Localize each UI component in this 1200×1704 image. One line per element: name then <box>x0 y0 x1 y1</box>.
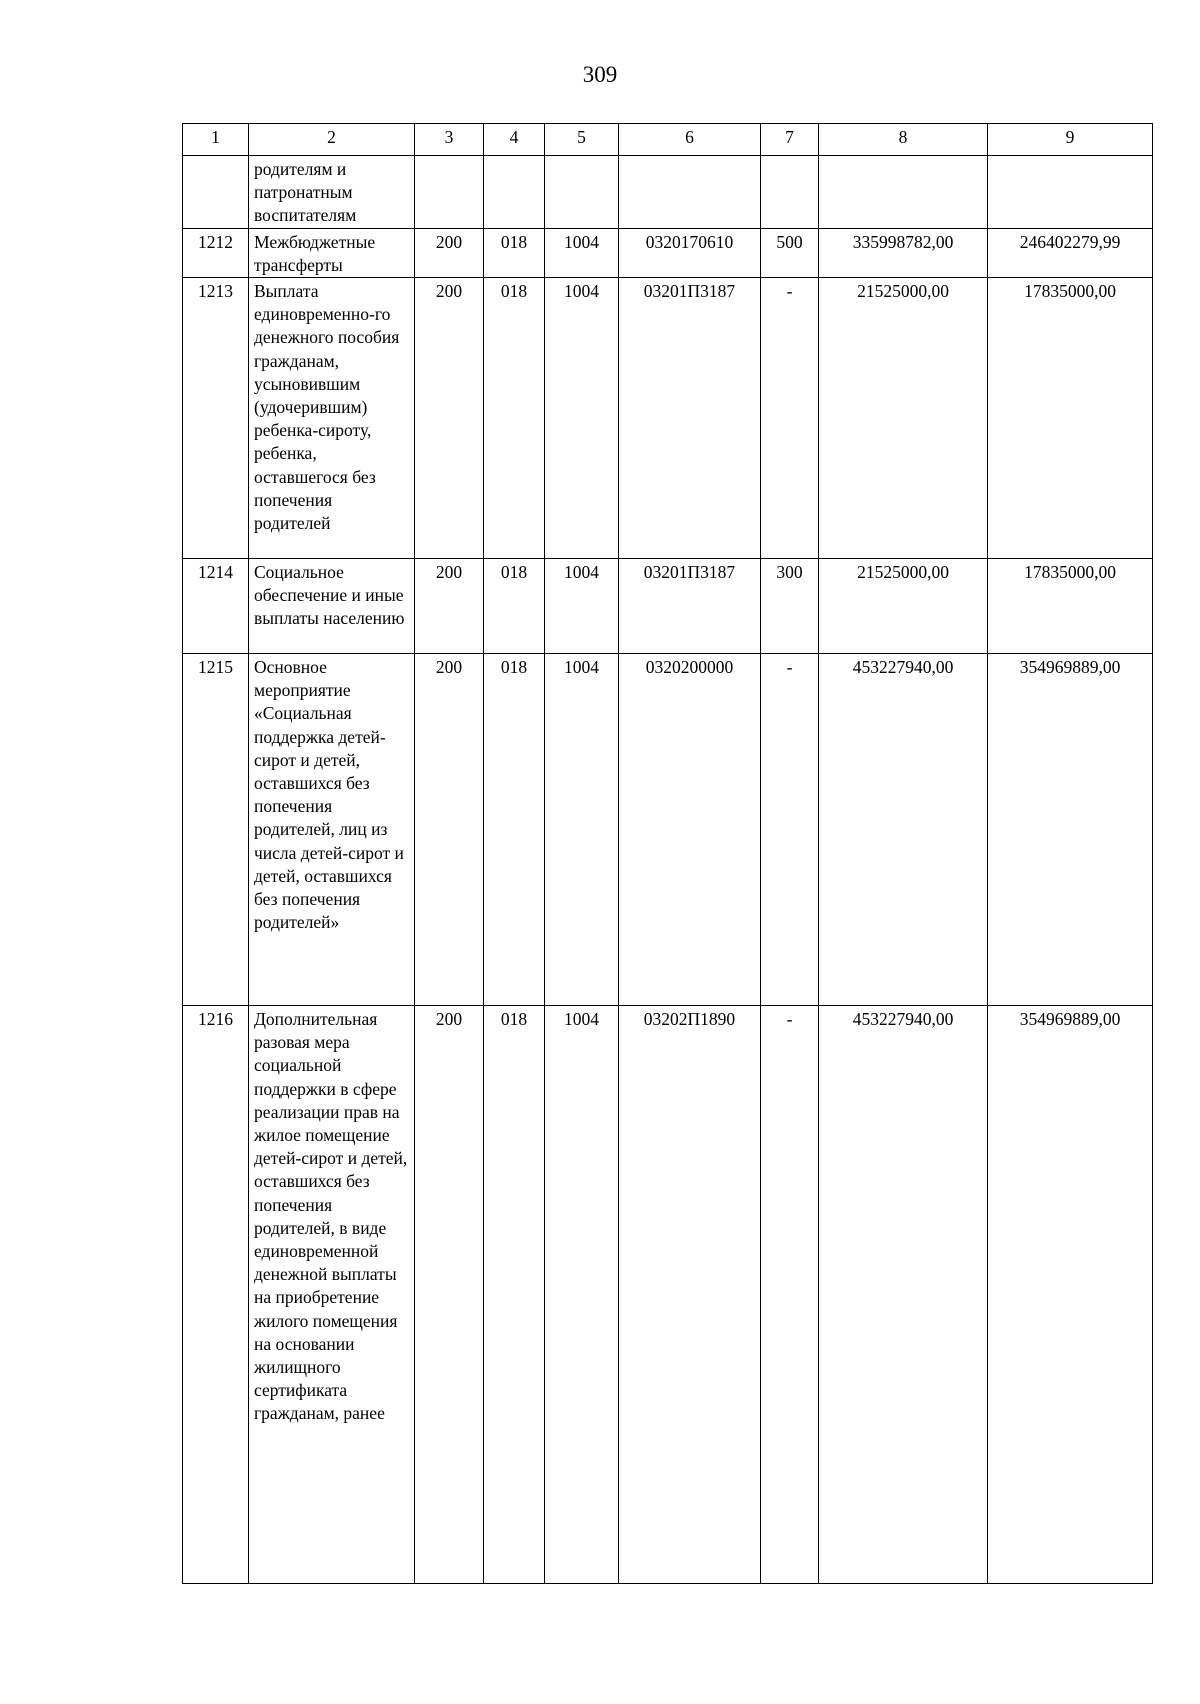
column-header: 4 <box>484 124 545 156</box>
row-description: Дополнительная разовая мера социальной поддержки в сфере реализации прав на жилое помещение детей-сирот и детей, оставшихся без попечения родителей, в виде единовременной денежной выплаты на приобретение жилого помещения на основании жилищного сертификата гражданам, ранее <box>249 1006 415 1584</box>
cell-col7 <box>761 156 819 229</box>
table-row <box>183 278 1153 559</box>
cell-col3: 200 <box>415 654 484 1006</box>
cell-col4: 018 <box>484 278 545 559</box>
cell-col5: 1004 <box>545 278 619 559</box>
cell-col6 <box>619 156 761 229</box>
table-row <box>183 654 1153 1006</box>
cell-col4: 018 <box>484 559 545 654</box>
cell-col4: 018 <box>484 228 545 277</box>
column-header: 8 <box>819 124 988 156</box>
row-description: Выплата единовременно-го денежного пособия гражданам, усыновившим (удочерившим) ребенка-сироту, ребенка, оставшегося без попечения родителей <box>249 278 415 559</box>
row-number: 1212 <box>183 228 249 277</box>
cell-col8: 21525000,00 <box>819 278 988 559</box>
cell-col7: - <box>761 654 819 1006</box>
row-description: Основное мероприятие «Социальная поддержка детей-сирот и детей, оставшихся без попечения родителей, лиц из числа детей-сирот и детей, оставшихся без попечения родителей» <box>249 654 415 1006</box>
column-header: 5 <box>545 124 619 156</box>
cell-col7: - <box>761 1006 819 1584</box>
cell-col5: 1004 <box>545 559 619 654</box>
table-row <box>183 1006 1153 1584</box>
row-description: Межбюджетные трансферты <box>249 228 415 277</box>
cell-col5 <box>545 156 619 229</box>
table-row <box>183 228 1153 277</box>
cell-col5: 1004 <box>545 654 619 1006</box>
budget-table <box>182 123 1153 1584</box>
cell-col8: 21525000,00 <box>819 559 988 654</box>
cell-col3: 200 <box>415 559 484 654</box>
cell-col4 <box>484 156 545 229</box>
row-number: 1213 <box>183 278 249 559</box>
row-description: Социальное обеспечение и иные выплаты населению <box>249 559 415 654</box>
row-number <box>183 156 249 229</box>
cell-col6: 03202П1890 <box>619 1006 761 1584</box>
cell-col4: 018 <box>484 654 545 1006</box>
column-header: 9 <box>988 124 1153 156</box>
cell-col6: 0320200000 <box>619 654 761 1006</box>
row-number: 1214 <box>183 559 249 654</box>
cell-col9: 17835000,00 <box>988 559 1153 654</box>
cell-col8: 453227940,00 <box>819 654 988 1006</box>
column-header: 3 <box>415 124 484 156</box>
cell-col9: 354969889,00 <box>988 1006 1153 1584</box>
cell-col7: 500 <box>761 228 819 277</box>
table-row <box>183 559 1153 654</box>
cell-col4: 018 <box>484 1006 545 1584</box>
cell-col8: 453227940,00 <box>819 1006 988 1584</box>
cell-col6: 03201П3187 <box>619 559 761 654</box>
cell-col6: 0320170610 <box>619 228 761 277</box>
row-number: 1216 <box>183 1006 249 1584</box>
cell-col8 <box>819 156 988 229</box>
page-number: 309 <box>582 62 618 87</box>
cell-col5: 1004 <box>545 1006 619 1584</box>
row-number: 1215 <box>183 654 249 1006</box>
cell-col6: 03201П3187 <box>619 278 761 559</box>
column-header: 6 <box>619 124 761 156</box>
cell-col5: 1004 <box>545 228 619 277</box>
column-header: 2 <box>249 124 415 156</box>
column-header: 7 <box>761 124 819 156</box>
cell-col7: - <box>761 278 819 559</box>
cell-col3 <box>415 156 484 229</box>
row-description: родителям и патронатным воспитателям <box>249 156 415 229</box>
cell-col9: 17835000,00 <box>988 278 1153 559</box>
cell-col9 <box>988 156 1153 229</box>
cell-col3: 200 <box>415 278 484 559</box>
header-row <box>183 124 1153 156</box>
table-row <box>183 156 1153 229</box>
column-header: 1 <box>183 124 249 156</box>
cell-col8: 335998782,00 <box>819 228 988 277</box>
cell-col9: 354969889,00 <box>988 654 1153 1006</box>
cell-col9: 246402279,99 <box>988 228 1153 277</box>
cell-col7: 300 <box>761 559 819 654</box>
cell-col3: 200 <box>415 228 484 277</box>
cell-col3: 200 <box>415 1006 484 1584</box>
